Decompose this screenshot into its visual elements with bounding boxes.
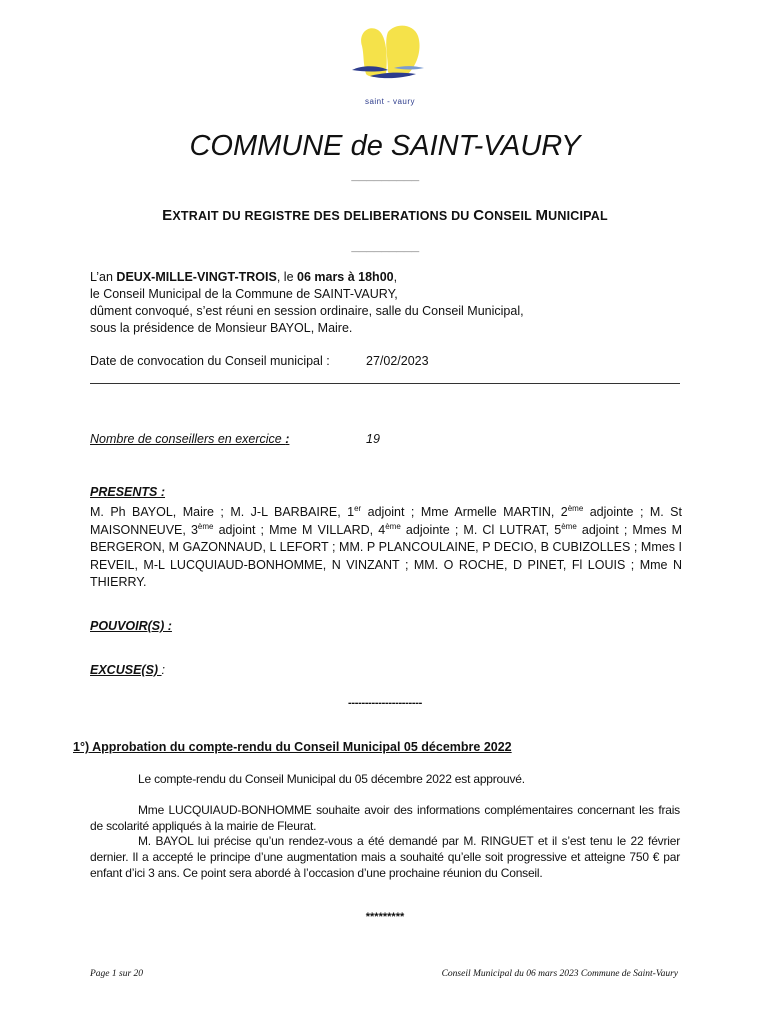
- excuses-heading: EXCUSE(S) :: [90, 663, 166, 677]
- intro-line-1: L’an DEUX-MILLE-VINGT-TROIS, le 06 mars à 18h00,: [90, 270, 398, 284]
- subtitle-separator: —————————: [351, 247, 419, 256]
- title-separator: —————————: [351, 176, 419, 185]
- presents-heading: PRESENTS :: [90, 485, 166, 499]
- footer-document-title: Conseil Municipal du 06 mars 2023 Commune de Saint-Vaury: [441, 969, 678, 979]
- section-divider: ----------------------: [348, 697, 422, 709]
- section-1-paragraph-1: Le compte-rendu du Conseil Municipal du 05 décembre 2022 est approuvé.: [138, 772, 525, 786]
- page-number: Page 1 sur 20: [90, 969, 144, 979]
- intro-line-2: le Conseil Municipal de la Commune de SAINT-VAURY,: [90, 287, 398, 301]
- intro-line-4: sous la présidence de Monsieur BAYOL, Maire.: [90, 321, 353, 335]
- convocation-label: Date de convocation du Conseil municipal :: [90, 354, 330, 368]
- logo-text: saint - vaury: [364, 97, 416, 106]
- conseillers-label: Nombre de conseillers en exercice :: [90, 432, 290, 446]
- convocation-date: 27/02/2023: [366, 354, 429, 368]
- document-subtitle: EXTRAIT DU REGISTRE DES DELIBERATIONS DU CONSEIL MUNICIPAL: [162, 207, 608, 224]
- horizontal-rule: [90, 383, 680, 384]
- presents-list: M. Ph BAYOL, Maire ; M. J-L BARBAIRE, 1er adjoint ; Mme Armelle MARTIN, 2ème adjointe ; M. St MAISONNEUVE, 3ème adjoint ; Mme M VILLARD, 4ème adjointe ; M. Cl LUTRAT, 5ème adjoint ; Mmes M BERGERON, M GAZONNAUD, L LEFORT ; MM. P PLANCOULAINE, P DECIO, B CUBIZOLLES ; Mmes I REVEIL, M-L LUCQUIAUD-BONHOMME, N VINZANT ; MM. O ROCHE, D PINET, Fl LOUIS ; Mme N THIERRY.: [90, 503, 682, 589]
- intro-line-3: dûment convoqué, s’est réuni en session ordinaire, salle du Conseil Municipal,: [90, 304, 524, 318]
- section-1-paragraph-3: M. BAYOL lui précise qu’un rendez-vous a été demandé par M. RINGUET et il s’est tenu le 22 février dernier. Il a accepté le principe d’une augmentation mais a souhaité qu’elle soit progressive et atteigne 750 € par enfant d’ici 3 ans. Ce point sera abordé à l’occasion d’une prochaine réunion du Conseil.: [90, 834, 680, 880]
- intro-paragraph: [90, 269, 690, 337]
- pouvoirs-heading: POUVOIR(S) :: [90, 619, 172, 633]
- section-1-paragraph-2: Mme LUCQUIAUD-BONHOMME souhaite avoir des informations complémentaires concernant les frais de scolarité appliqués à la mairie de Fleurat.: [90, 803, 680, 833]
- conseillers-count: 19: [366, 432, 380, 446]
- section-1-heading: 1°) Approbation du compte-rendu du Conseil Municipal 05 décembre 2022: [73, 740, 512, 754]
- page-title: COMMUNE de SAINT-VAURY: [189, 130, 581, 162]
- end-stars: *********: [365, 911, 405, 923]
